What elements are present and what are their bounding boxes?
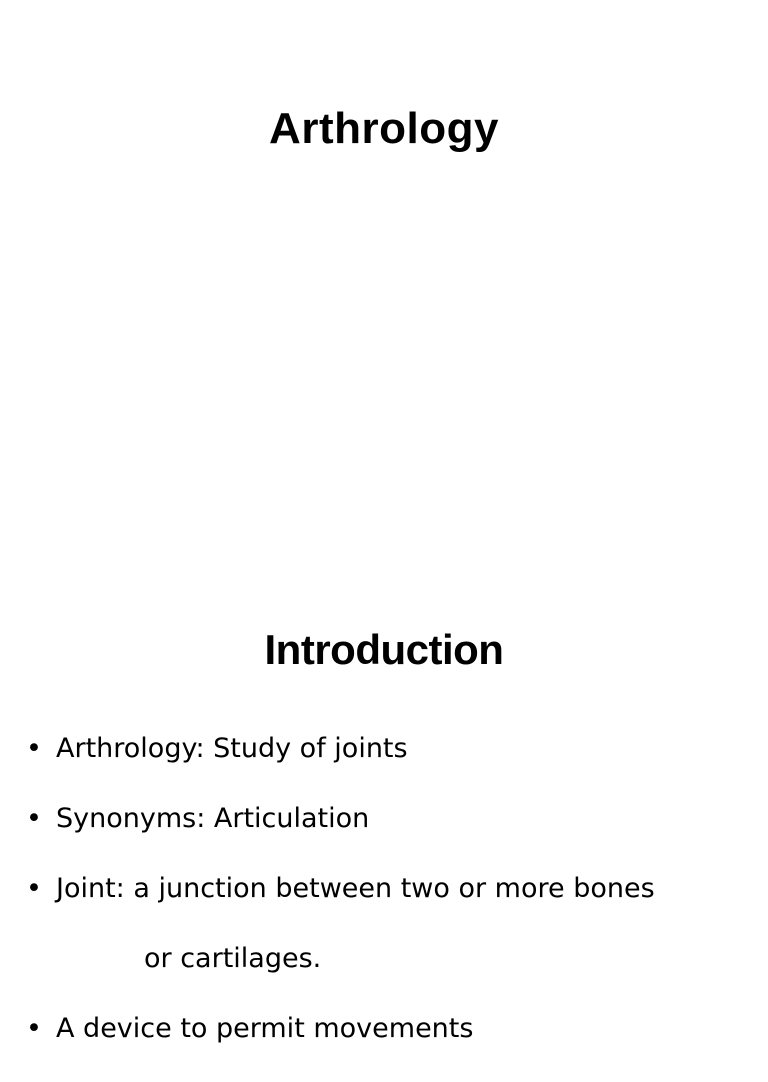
bullet-list [0,732,768,1082]
bullet-item [0,802,768,872]
bullet-text: Joint: a junction between two or more bones [56,873,655,904]
bullet-marker: • [26,803,42,834]
introduction-slide [0,576,768,1044]
bullet-item [0,1012,768,1082]
bullet-marker: • [26,733,42,764]
bullet-text: Arthrology: Study of joints [56,733,408,764]
bullet-marker: • [26,873,42,904]
bullet-text: A device to permit movements [56,1013,474,1044]
slide-heading: Introduction [264,626,504,673]
slide-title: Arthrology [269,104,499,153]
bullet-continuation [0,942,768,1012]
bullet-item [0,732,768,802]
bullet-item [0,872,768,942]
bullet-text: or cartilages. [144,943,322,974]
bullet-marker: • [26,1013,42,1044]
bullet-text: Synonyms: Articulation [56,803,370,834]
